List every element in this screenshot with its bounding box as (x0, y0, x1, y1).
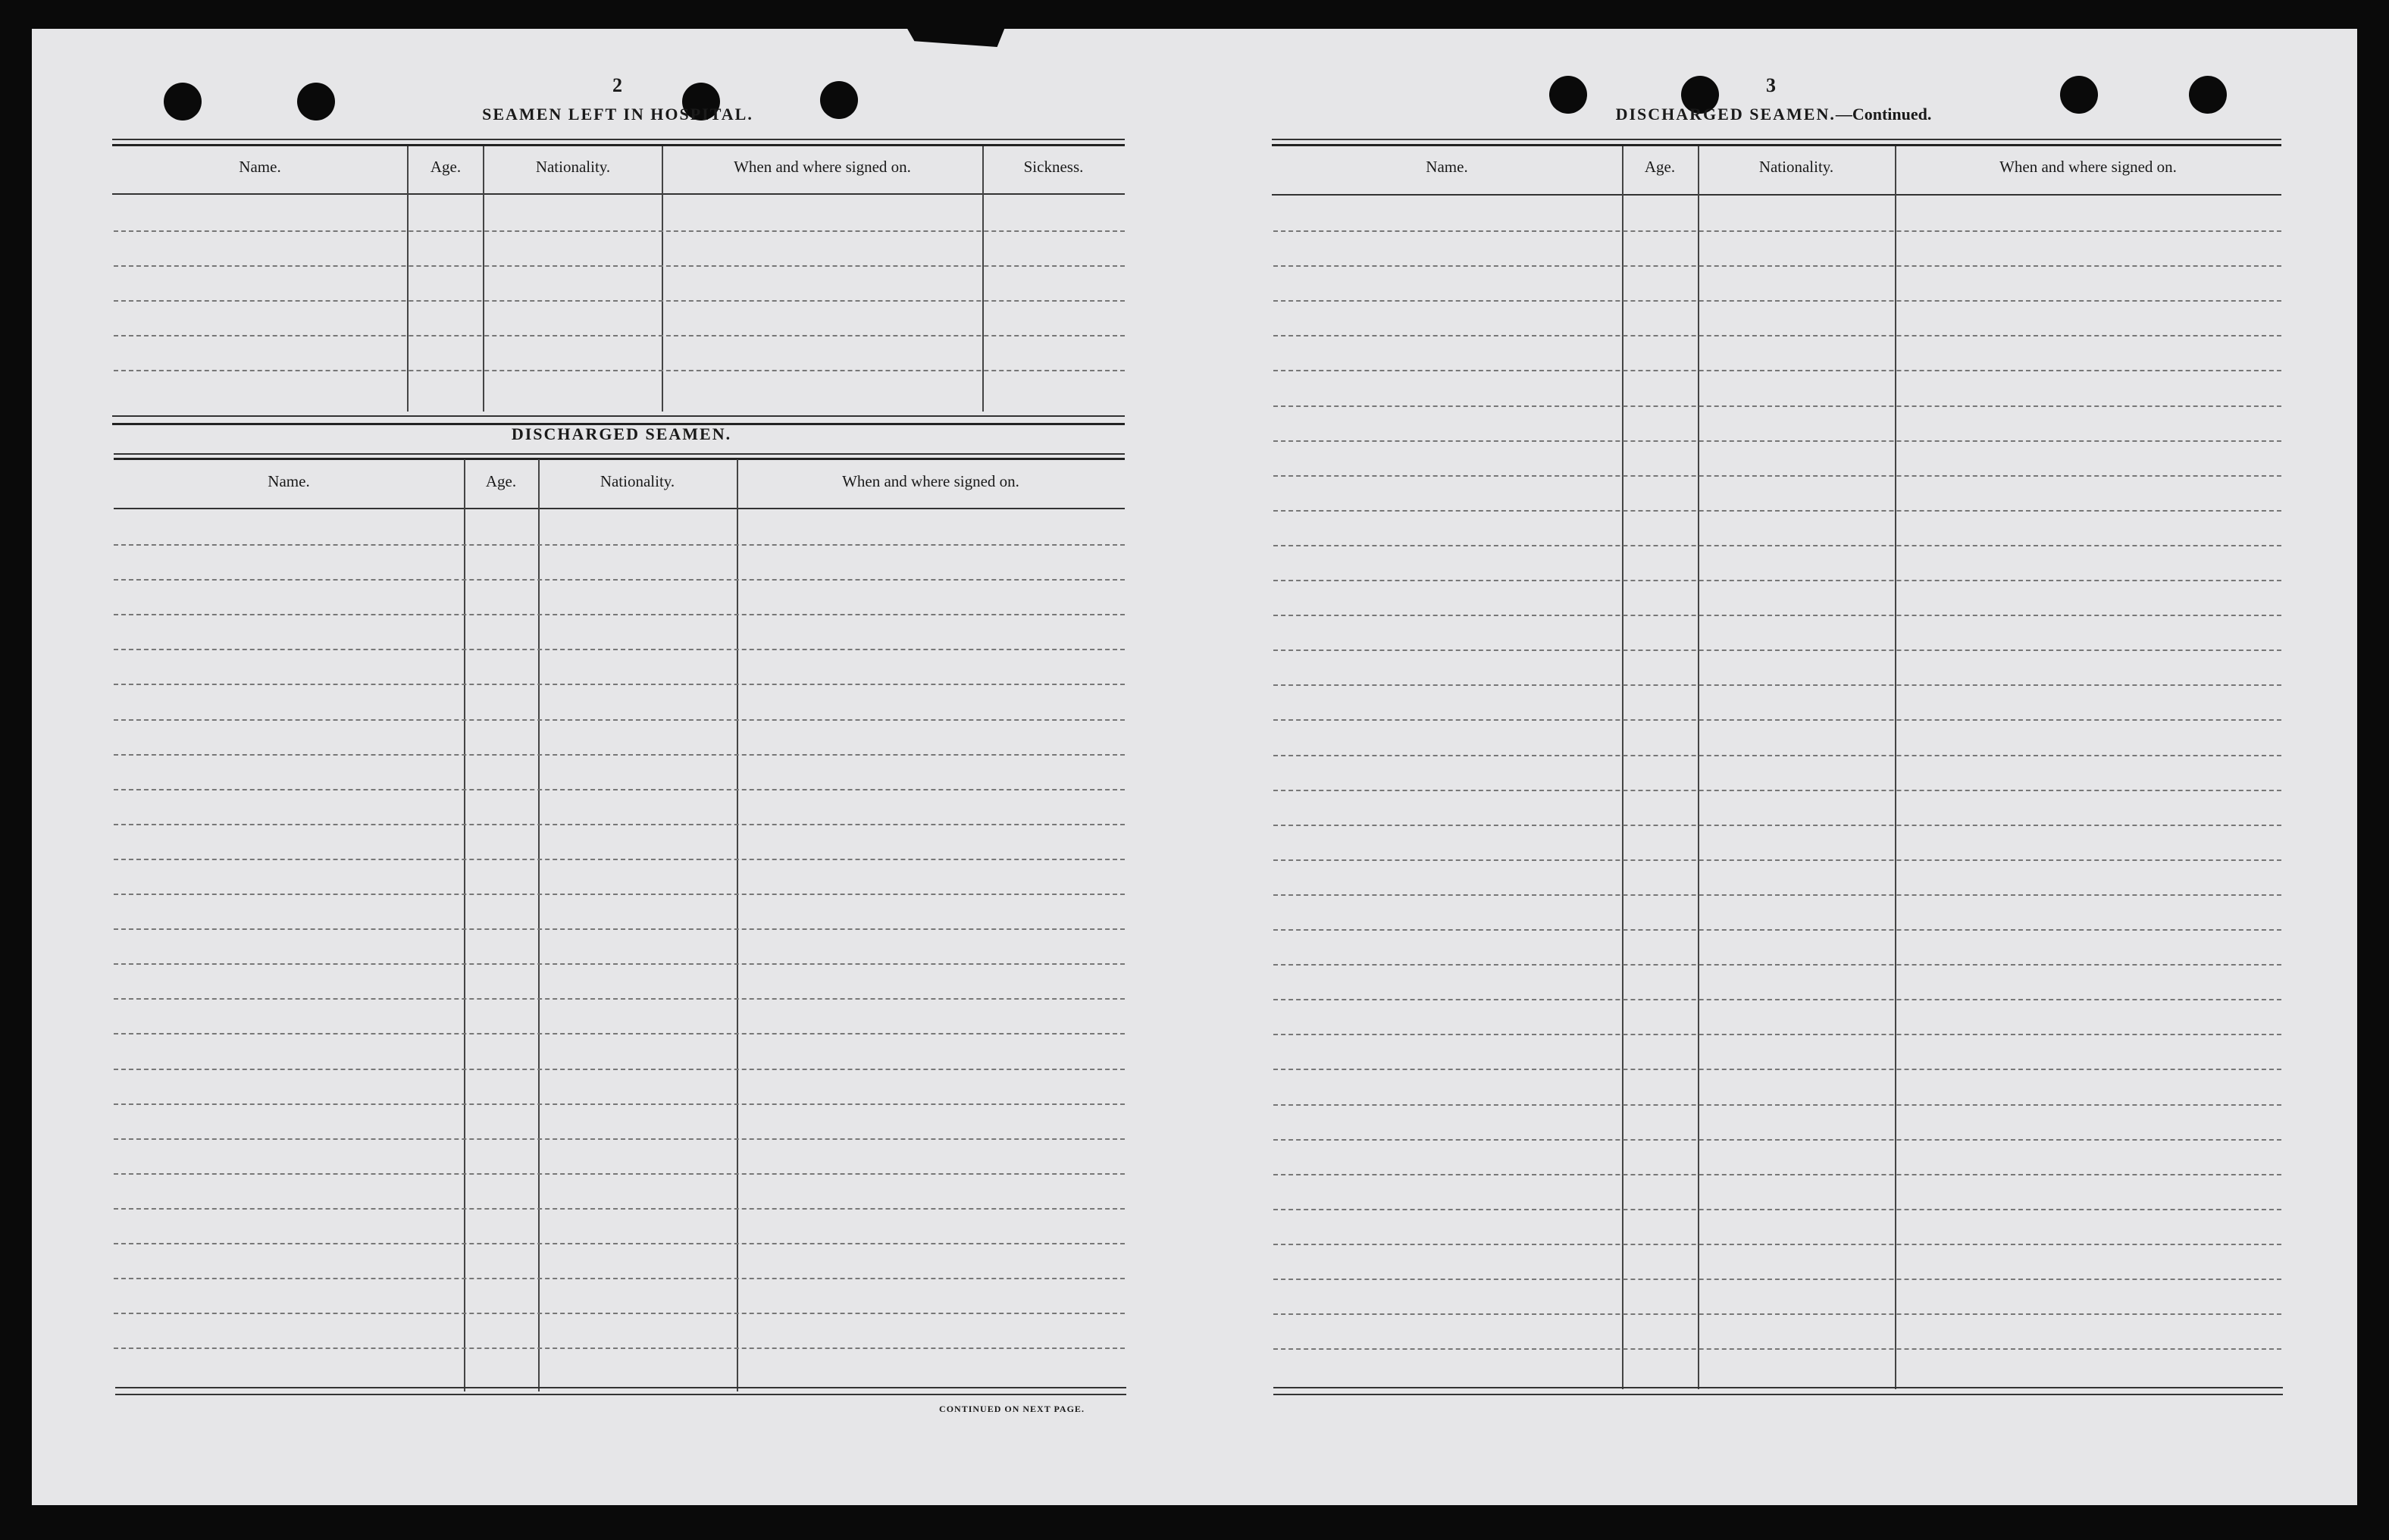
entry-line (114, 1103, 1125, 1105)
entry-line (114, 684, 1125, 685)
col-header-name: Name. (239, 158, 281, 176)
section-title-continued: —Continued. (1835, 105, 1932, 124)
entry-line (1273, 510, 2281, 512)
entry-line (1273, 1244, 2281, 1245)
entry-line (1273, 790, 2281, 791)
col-header-signed-on: When and where signed on. (842, 472, 1019, 490)
column-divider (982, 146, 984, 412)
entry-line (1273, 370, 2281, 371)
entry-line (1273, 1348, 2281, 1350)
hospital-header-rule (112, 193, 1125, 195)
entry-line (1273, 440, 2281, 442)
binder-hole (164, 83, 202, 121)
entry-line (1273, 580, 2281, 581)
entry-line (114, 998, 1125, 1000)
entry-line (114, 265, 1125, 267)
entry-line (1273, 894, 2281, 896)
hospital-table-top-rule (112, 144, 1125, 146)
entry-line (114, 789, 1125, 790)
entry-line (1273, 545, 2281, 546)
entry-line (1273, 1209, 2281, 1210)
entry-line (114, 859, 1125, 860)
column-divider (538, 459, 540, 1391)
entry-line (114, 1069, 1125, 1070)
entry-line (1273, 999, 2281, 1000)
binder-hole (2189, 76, 2227, 114)
right-table-top-rule (1272, 144, 2281, 146)
binder-hole (820, 81, 858, 119)
column-divider (483, 146, 484, 412)
entry-line (114, 544, 1125, 546)
entry-line (114, 1208, 1125, 1210)
section-title-discharged: DISCHARGED SEAMEN. (511, 424, 732, 443)
binder-hole (297, 83, 335, 121)
hospital-table-top-rule (112, 139, 1125, 140)
entry-line (1273, 1279, 2281, 1280)
entry-line (114, 1033, 1125, 1034)
document-sheet (32, 29, 2357, 1505)
discharged-header-rule (114, 508, 1125, 509)
left-table-bottom-rule (115, 1394, 1126, 1395)
column-divider (407, 146, 409, 412)
entry-line (1273, 300, 2281, 302)
column-divider (662, 146, 663, 412)
entry-line (114, 579, 1125, 581)
column-divider (737, 459, 738, 1391)
page-number-right: 3 (1766, 74, 1777, 96)
entry-line (1273, 265, 2281, 267)
column-divider (1895, 146, 1896, 1389)
entry-line (114, 1348, 1125, 1349)
binder-hole (2060, 76, 2098, 114)
entry-line (1273, 335, 2281, 336)
discharged-table-top-rule (114, 453, 1125, 455)
entry-line (114, 719, 1125, 721)
entry-line (1273, 649, 2281, 651)
col-header-nationality: Nationality. (600, 472, 675, 490)
right-table-top-rule (1272, 139, 2281, 140)
entry-line (1273, 1034, 2281, 1035)
right-table-bottom-rule (1273, 1387, 2283, 1388)
col-header-sickness: Sickness. (1023, 158, 1084, 176)
col-header-age: Age. (485, 472, 517, 490)
column-divider (1622, 146, 1623, 1389)
col-header-nationality: Nationality. (535, 158, 611, 176)
entry-line (114, 754, 1125, 756)
page-number-left: 2 (612, 74, 623, 96)
entry-line (114, 1313, 1125, 1314)
entry-line (1273, 719, 2281, 721)
col-header-age: Age. (430, 158, 462, 176)
entry-line (114, 649, 1125, 650)
entry-line (114, 928, 1125, 930)
entry-line (114, 370, 1125, 371)
column-divider (464, 459, 465, 1391)
entry-line (1273, 964, 2281, 966)
entry-line (114, 894, 1125, 895)
entry-line (114, 300, 1125, 302)
entry-line (114, 335, 1125, 336)
col-header-nationality: Nationality. (1758, 158, 1834, 176)
col-header-signed-on: When and where signed on. (734, 158, 911, 176)
entry-line (114, 1173, 1125, 1175)
col-header-signed-on: When and where signed on. (1999, 158, 2177, 176)
discharged-table-top-rule (114, 458, 1125, 460)
entry-line (1273, 929, 2281, 931)
entry-line (1273, 1313, 2281, 1315)
section-title-main: DISCHARGED SEAMEN. (1615, 105, 1836, 124)
entry-line (1273, 1069, 2281, 1070)
right-header-rule (1272, 194, 2281, 196)
left-table-bottom-rule (115, 1387, 1126, 1388)
entry-line (114, 1243, 1125, 1244)
entry-line (1273, 825, 2281, 826)
entry-line (114, 963, 1125, 965)
col-header-name: Name. (268, 472, 310, 490)
entry-line (1273, 684, 2281, 686)
binder-hole (1549, 76, 1587, 114)
entry-line (1273, 1104, 2281, 1106)
column-divider (1698, 146, 1699, 1389)
entry-line (1273, 475, 2281, 477)
entry-line (1273, 230, 2281, 232)
continued-note: CONTINUED ON NEXT PAGE. (939, 1404, 1085, 1414)
col-header-age: Age. (1644, 158, 1676, 176)
entry-line (1273, 1174, 2281, 1175)
hospital-table-bottom-rule (112, 415, 1125, 417)
entry-line (114, 1278, 1125, 1279)
entry-line (1273, 615, 2281, 616)
entry-line (114, 614, 1125, 615)
section-title-discharged-continued (1607, 105, 1940, 124)
section-title-hospital: SEAMEN LEFT IN HOSPITAL. (482, 105, 753, 124)
entry-line (1273, 1139, 2281, 1141)
entry-line (1273, 859, 2281, 861)
col-header-name: Name. (1426, 158, 1468, 176)
entry-line (1273, 405, 2281, 407)
entry-line (114, 1138, 1125, 1140)
right-table-bottom-rule (1273, 1394, 2283, 1395)
entry-line (114, 230, 1125, 232)
entry-line (1273, 755, 2281, 756)
entry-line (114, 824, 1125, 825)
